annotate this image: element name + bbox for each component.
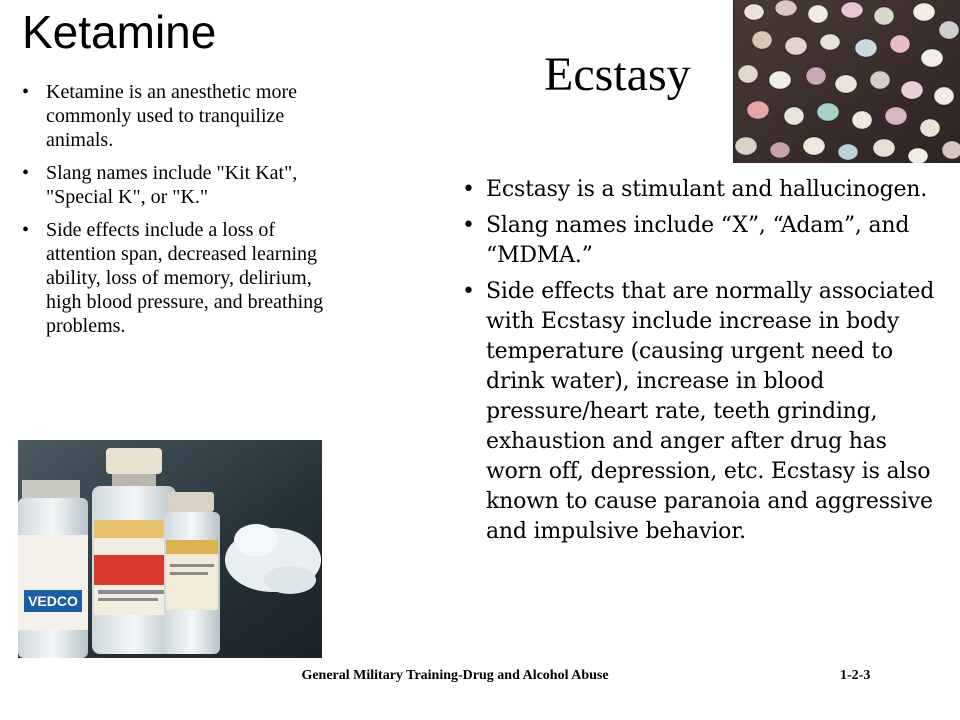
pills-illustration bbox=[734, 0, 960, 163]
bullet-icon: • bbox=[22, 162, 30, 184]
bullet-icon: • bbox=[462, 279, 475, 304]
list-item bbox=[22, 161, 338, 209]
ketamine-bullet-list bbox=[22, 80, 338, 347]
ketamine-title: Ketamine bbox=[22, 6, 217, 58]
bullet-icon: • bbox=[462, 213, 475, 238]
list-item bbox=[462, 211, 936, 271]
list-item bbox=[462, 175, 936, 205]
list-item bbox=[22, 218, 338, 338]
list-item bbox=[22, 80, 338, 152]
bullet-text: Ketamine is an anesthetic more commonly used to tranquilize animals. bbox=[46, 81, 298, 151]
bullet-icon: • bbox=[22, 219, 30, 241]
bullet-text: Slang names include "Kit Kat", "Special K", or "K." bbox=[46, 162, 298, 208]
bullet-text: Side effects that are normally associated with Ecstasy include increase in body temperature (causing urgent need to drink water), increase in blood pressure/heart rate, teeth grinding, exhaustion and anger after drug has worn off, depression, etc. Ecstasy is also known to cause paranoia and aggressive and impulsive behavior. bbox=[486, 279, 935, 544]
vial-label-text: VEDCO bbox=[28, 593, 78, 609]
footer-slide-number: 1-2-3 bbox=[840, 668, 871, 683]
ketamine-vials-photo bbox=[18, 440, 322, 658]
ecstasy-title: Ecstasy bbox=[544, 48, 691, 101]
ecstasy-pills-photo bbox=[733, 0, 960, 163]
bullet-text: Ecstasy is a stimulant and hallucinogen. bbox=[486, 177, 928, 202]
ecstasy-bullet-list bbox=[462, 175, 936, 553]
bullet-text: Slang names include “X”, “Adam”, and “MDMA.” bbox=[486, 213, 910, 268]
vials-illustration bbox=[18, 440, 322, 658]
list-item bbox=[462, 277, 936, 547]
bullet-icon: • bbox=[22, 81, 30, 103]
bullet-icon: • bbox=[462, 177, 475, 202]
bullet-text: Side effects include a loss of attention span, decreased learning ability, loss of memory, delirium, high blood pressure, and breathing problems. bbox=[46, 219, 324, 337]
footer-course-title: General Military Training-Drug and Alcohol Abuse bbox=[301, 668, 609, 683]
